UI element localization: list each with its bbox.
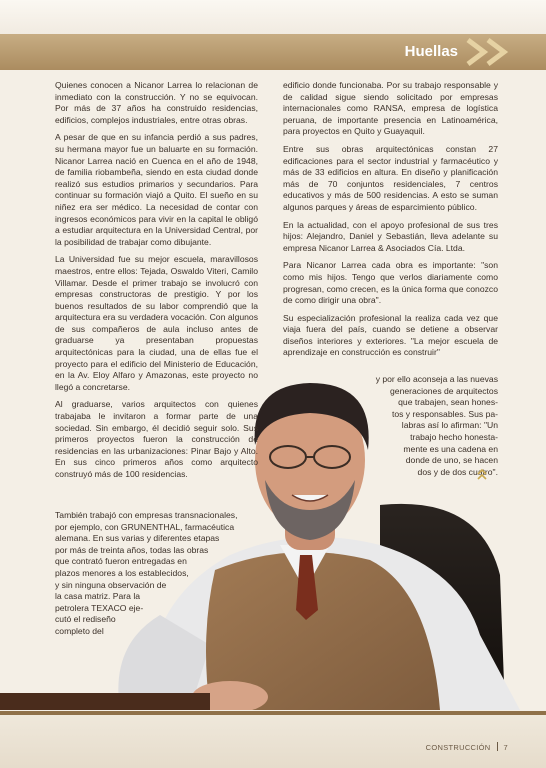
text-line: mente es una cadena en bbox=[403, 443, 498, 454]
text-line: que trabajen, sean hones- bbox=[398, 397, 498, 408]
paragraph: Para Nicanor Larrea cada obra es importante: "son como mis hijos. Tengo que verlos diariamente como progresan, como crecen, es la única forma que conozco de como dirigir una obra". bbox=[283, 260, 498, 306]
right-wrap-text bbox=[376, 374, 498, 478]
paragraph: En la actualidad, con el apoyo profesional de sus tres hijos: Alejandro, Daniel y Sebastián, lleva adelante su empresa Nicanor Larrea & Asociados Cía. Ltda. bbox=[283, 219, 498, 253]
left-column bbox=[55, 80, 258, 487]
text-line: y por ello aconseja a las nuevas bbox=[375, 374, 498, 384]
paragraph: Su especialización profesional la realiza cada vez que viaja fuera del país, cuando se detiene a observar diseños interiores y exteriores. "La mejor escuela de aprendizaje en construcción es construir" bbox=[283, 312, 498, 358]
page-number: 7 bbox=[503, 743, 508, 752]
paragraph: La Universidad fue su mejor escuela, maravillosos maestros, entre ellos: Tejada, Oswaldo Viteri, Camilo Villamar. Desde el primer trabajo se involucró con empresas constructoras de prestigio. Y por los buenos resultados de su labor comprendió que la arquitectura era su verdadera vocación. Con algunos de sus compañeros de aula incluso antes de graduarse ya presentaban propuestas arquitectónicas para la ciudad, una de ellas fue el proyecto para el edificio del Ministerio de Educación, en la Av. Eloy Alfaro y Amazonas, este proyecto no llegó a concretarse. bbox=[55, 254, 258, 392]
text-line: petrolera TEXACO eje- bbox=[55, 602, 144, 613]
left-wrap-text bbox=[55, 510, 237, 638]
paragraph: Entre sus obras arquitectónicas constan 27 edificaciones para el sector industrial y farmacéutico y más de 33 edificios en altura. En diseño y planificación más de 70 conjuntos residenciales, 7 centros educativos y más de 500 residencias. A esto se suman algunos parques y áreas de esparcimiento público. bbox=[283, 143, 498, 212]
page-footer bbox=[426, 742, 508, 752]
footer-section: CONSTRUCCIÓN bbox=[425, 743, 491, 752]
text-line: plazos menores a los establecidos, bbox=[55, 567, 189, 578]
text-line: y sin ninguna observación de bbox=[55, 579, 167, 590]
section-header-bar bbox=[0, 34, 546, 70]
text-line: cutó el rediseño bbox=[55, 614, 116, 625]
footer-separator bbox=[497, 742, 498, 751]
text-line: completo del bbox=[55, 625, 104, 636]
text-line: tos y responsables. Sus pa- bbox=[391, 408, 498, 419]
double-chevron-icon bbox=[464, 37, 536, 67]
paragraph: A pesar de que en su infancia perdió a sus padres, su hermana mayor fue un baluarte en su formación. Nicanor Larrea nació en Cuenca en el año de 1948, de familia riobambeña, siendo en esta ciudad donde realizó sus estudios primarios y secundarios. Para continuar su formación viajó a Quito. El sueño en su niñez era ser médico. La necesidad de contar con ingresos económicos para vivir en la capital le obligó a estudiar arquitectura en la Universidad Central, por la posibilidad de trabajar como dibujante. bbox=[55, 132, 258, 247]
text-line: dos y de dos cuatro". bbox=[417, 466, 498, 477]
text-line: labras así lo afirman: "Un bbox=[401, 420, 498, 431]
text-line: donde de uno, se hacen bbox=[405, 455, 498, 466]
paragraph: Al graduarse, varios arquitectos con quienes trabajaba le invitaron a formar parte de una sociedad. Sin embargo, él decidió seguir solo. Sus primeros proyectos fueron la construcción de residencias en las urbanizaciones: Pinar Bajo y Alto. En sus cinco primeros años como arquitecto construyó más de 100 residencias. bbox=[55, 399, 258, 479]
paragraph: Quienes conocen a Nicanor Larrea lo relacionan de inmediato con la construcción. Y no se equivocan. Por más de 37 años ha construido residencias, edificios, complejos industriales, entre otras obras. bbox=[55, 80, 258, 125]
top-strip bbox=[0, 0, 546, 34]
text-line: que contrató fueron entregadas en bbox=[55, 556, 187, 567]
text-line: por ejemplo, con GRUNENTHAL, farmacéutica bbox=[55, 521, 235, 532]
right-column bbox=[283, 80, 498, 359]
section-title: Huellas bbox=[404, 43, 458, 60]
text-line: generaciones de arquitectos bbox=[390, 385, 498, 396]
end-mark-icon bbox=[477, 468, 487, 480]
text-line: por más de treinta años, todas las obras bbox=[55, 544, 209, 555]
text-line: trabajo hecho honesta- bbox=[410, 431, 498, 442]
text-line: alemana. En sus varias y diferentes etapas bbox=[55, 533, 220, 544]
paragraph: edificio donde funcionaba. Por su trabajo responsable y de calidad sigue siendo solicitado por empresas internacionales como RANSA, empresa de logística peruana, de importante presencia en Latinoamérica, para proyectos en Quito y Guayaquil. bbox=[283, 80, 498, 137]
text-line: También trabajó con empresas transnacionales, bbox=[55, 510, 238, 520]
text-line: la casa matriz. Para la bbox=[55, 591, 141, 602]
